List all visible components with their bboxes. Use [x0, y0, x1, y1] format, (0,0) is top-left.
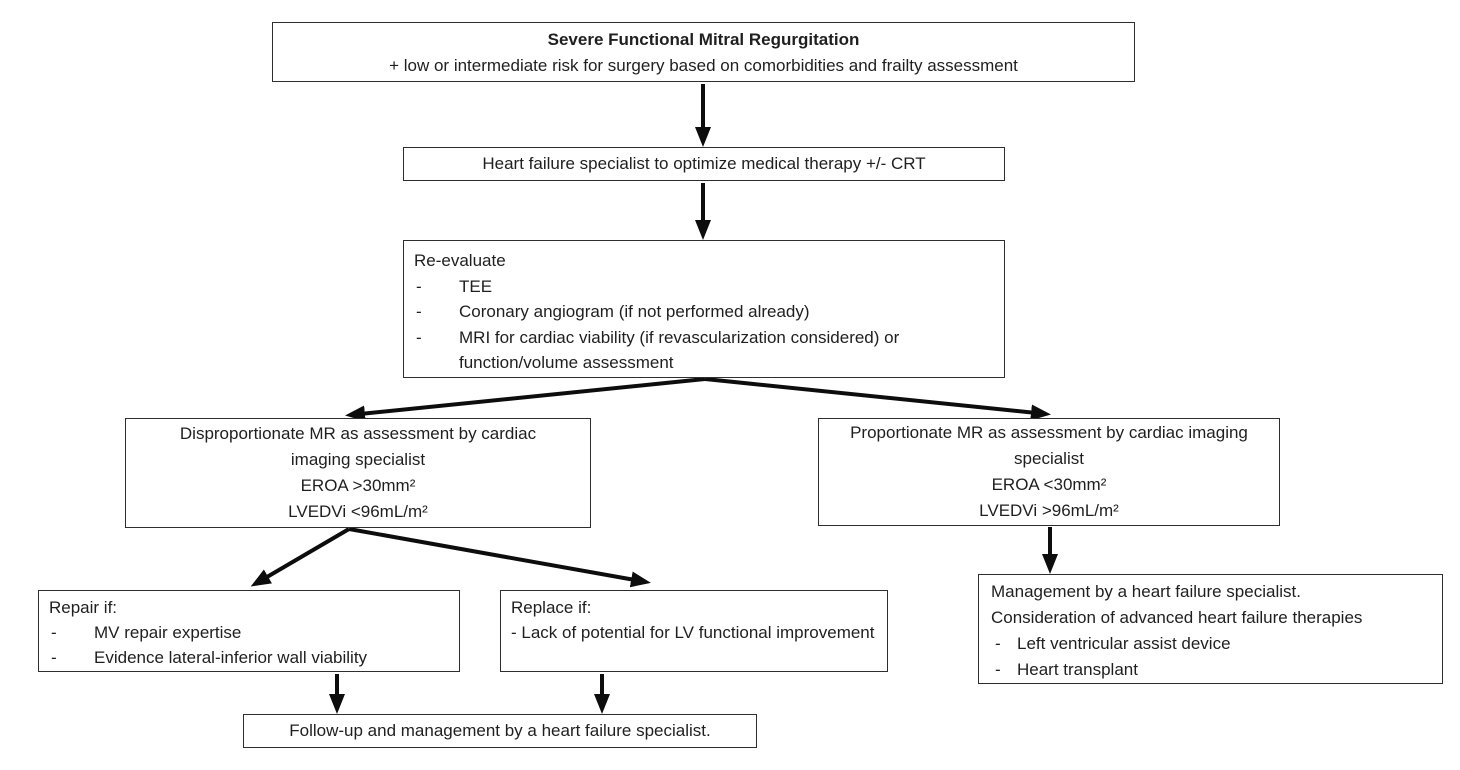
list-item [991, 631, 1432, 657]
list-item-text: Evidence lateral-inferior wall viability [94, 648, 368, 667]
node-severe-functional-mr [272, 22, 1135, 82]
flow-arrow [349, 529, 646, 582]
node-line: Disproportionate MR as assessment by cardiac [179, 424, 537, 443]
list-item-text: MV repair expertise [94, 623, 242, 642]
list-item-text: Coronary angiogram (if not performed already) [459, 302, 810, 321]
list-item [414, 274, 992, 300]
node-replace-if [500, 590, 888, 672]
node-reevaluate-heading: Re-evaluate [414, 251, 506, 270]
node-re-evaluate [403, 240, 1005, 378]
list-item [49, 620, 449, 645]
node-title-subtext: + low or intermediate risk for surgery based on comorbidities and frailty assessment [389, 56, 1018, 75]
dash-bullet: - [416, 327, 422, 347]
node-proportionate-mr [818, 418, 1280, 526]
node-optimize-text: Heart failure specialist to optimize medical therapy +/- CRT [482, 154, 926, 173]
list-item [414, 325, 992, 376]
node-followup-text: Follow-up and management by a heart failure specialist. [289, 721, 711, 740]
flow-arrow [350, 379, 705, 415]
dash-bullet: - [416, 302, 422, 321]
list-item [49, 645, 449, 670]
node-repair-heading: Repair if: [49, 598, 118, 617]
node-line: LVEDVi >96mL/m² [979, 501, 1119, 520]
node-optimize-therapy [403, 147, 1005, 181]
dash-bullet: - [416, 276, 422, 296]
list-item-text: Heart transplant [1017, 660, 1138, 679]
list-item-text: Left ventricular assist device [1017, 634, 1231, 653]
node-line: EROA >30mm² [300, 476, 416, 495]
list-item-text: TEE [459, 276, 493, 296]
list-item-text: MRI for cardiac viability (if revascularization considered) or function/volume assessment [459, 327, 900, 372]
node-title-heading: Severe Functional Mitral Regurgitation [547, 30, 860, 49]
dash-bullet: - [51, 648, 57, 667]
node-line: Proportionate MR as assessment by cardiac imaging [850, 423, 1248, 442]
flow-arrow [255, 529, 349, 584]
node-line: Consideration of advanced heart failure therapies [991, 608, 1363, 627]
flow-arrow [705, 379, 1046, 414]
list-item [991, 657, 1432, 683]
dash-bullet: - [51, 623, 57, 642]
node-line: Management by a heart failure specialist. [991, 582, 1301, 601]
node-replace-body: - Lack of potential for LV functional improvement [511, 623, 875, 642]
node-line: specialist [1014, 449, 1084, 468]
node-followup [243, 714, 757, 748]
node-line: imaging specialist [290, 450, 426, 469]
node-hf-management [978, 574, 1443, 684]
node-disproportionate-mr [125, 418, 591, 528]
node-repair-if [38, 590, 460, 672]
list-item [414, 299, 992, 325]
node-replace-heading: Replace if: [511, 598, 592, 617]
dash-bullet: - [995, 634, 1001, 653]
node-line: EROA <30mm² [991, 475, 1107, 494]
dash-bullet: - [995, 660, 1001, 679]
node-line: LVEDVi <96mL/m² [288, 502, 428, 521]
